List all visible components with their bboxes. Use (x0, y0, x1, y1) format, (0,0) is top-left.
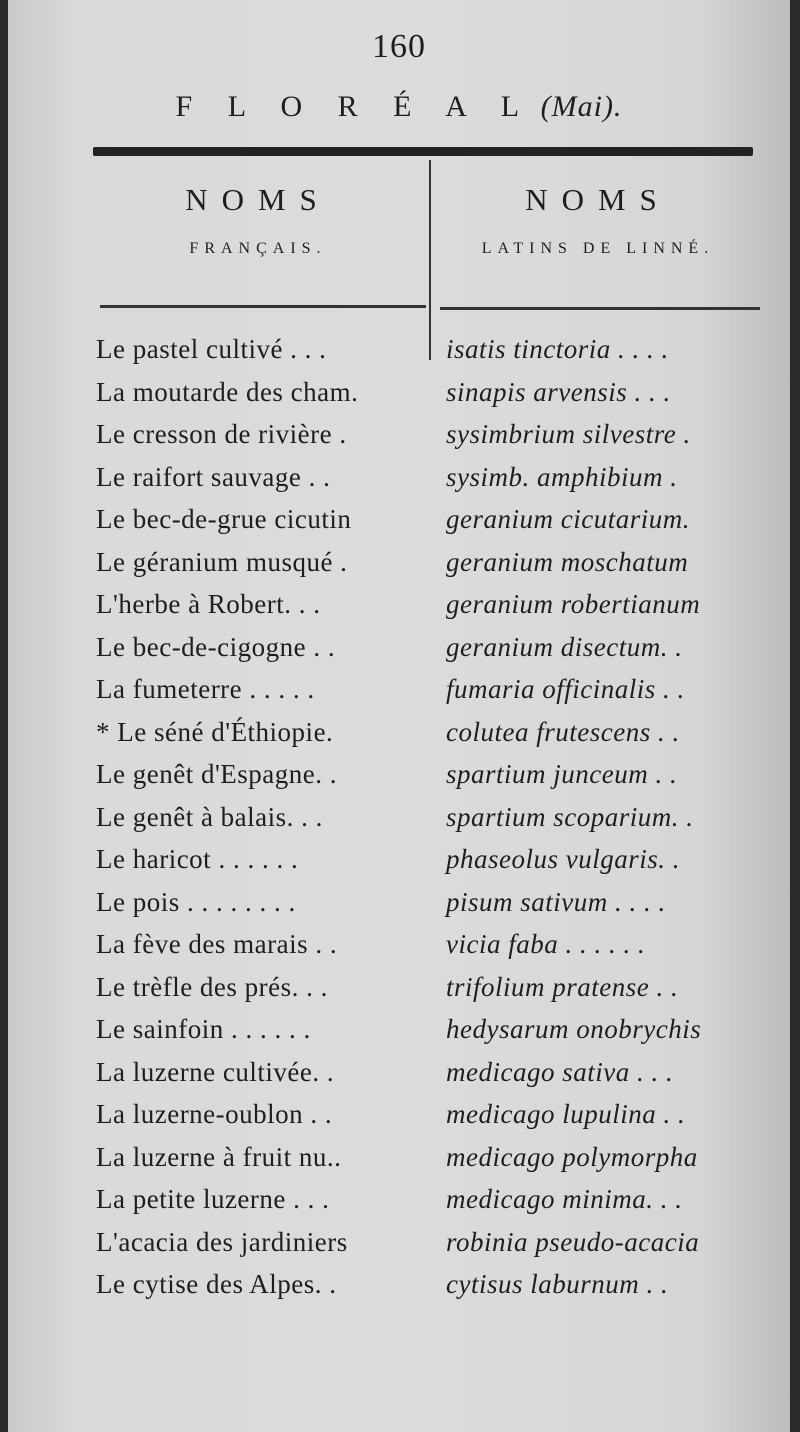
list-item (8, 1136, 790, 1179)
french-name: La moutarde des cham. (96, 376, 359, 407)
month-title (8, 90, 790, 124)
list-item (8, 413, 790, 456)
latin-header-main: NOMS (525, 182, 671, 217)
list-item (8, 626, 790, 669)
list-item (8, 923, 790, 966)
latin-header-sub: LATINS DE LINNÉ. (481, 240, 715, 257)
french-header-sub: FRANÇAIS. (189, 240, 327, 257)
french-name: Le géranium musqué . (96, 546, 348, 577)
book-page (8, 0, 790, 1432)
list-item (8, 966, 790, 1009)
list-item (8, 328, 790, 371)
latin-name: medicago sativa . . . (446, 1056, 674, 1087)
latin-name: medicago polymorpha (446, 1141, 698, 1172)
month-name: F L O R É A L (175, 90, 534, 123)
french-name: La luzerne-oublon . . (96, 1099, 333, 1129)
french-name: La fève des marais . . (96, 929, 338, 959)
list-item (8, 541, 790, 584)
page-number: 160 (372, 28, 426, 65)
french-name: La petite luzerne . . . (96, 1184, 330, 1214)
list-item (8, 796, 790, 839)
latin-name: spartium junceum . . (446, 759, 678, 789)
plant-list (8, 328, 790, 1306)
right-header-rule (440, 307, 760, 310)
list-item (8, 838, 790, 881)
french-name: Le genêt à balais. . . (96, 801, 323, 832)
list-item (8, 711, 790, 754)
french-name: Le cresson de rivière . (96, 419, 347, 449)
french-name: * Le séné d'Éthiopie. (96, 716, 334, 747)
french-header-main: NOMS (185, 182, 331, 217)
french-name: La luzerne à fruit nu.. (96, 1141, 342, 1172)
french-name: Le trèfle des prés. . . (96, 971, 328, 1002)
latin-name: colutea frutescens . . (446, 716, 680, 747)
french-name: Le bec-de-cigogne . . (96, 631, 336, 662)
french-name: Le bec-de-grue cicutin (96, 504, 352, 534)
french-name: L'acacia des jardiniers (96, 1226, 348, 1257)
list-item (8, 753, 790, 796)
latin-name: fumaria officinalis . . (446, 674, 685, 704)
list-item (8, 1263, 790, 1306)
list-item (8, 498, 790, 541)
list-item (8, 1051, 790, 1094)
latin-names-header (433, 182, 763, 258)
french-name: Le pois . . . . . . . . (96, 886, 296, 917)
french-name: L'herbe à Robert. . . (96, 589, 321, 619)
latin-name: phaseolus vulgaris. . (446, 844, 681, 874)
latin-name: pisum sativum . . . . (446, 886, 666, 917)
french-name: Le haricot . . . . . . (96, 844, 299, 874)
latin-name: vicia faba . . . . . . (446, 929, 646, 959)
list-item (8, 1008, 790, 1051)
list-item (8, 1093, 790, 1136)
french-name: La luzerne cultivée. . (96, 1056, 335, 1087)
french-name: La fumeterre . . . . . (96, 674, 315, 704)
latin-name: geranium cicutarium. (446, 504, 690, 534)
latin-name: spartium scoparium. . (446, 801, 694, 832)
list-item (8, 881, 790, 924)
list-item (8, 668, 790, 711)
french-name: Le genêt d'Espagne. . (96, 759, 338, 789)
latin-name: robinia pseudo-acacia (446, 1226, 700, 1257)
list-item (8, 1221, 790, 1264)
french-names-header (93, 182, 423, 258)
french-name: Le sainfoin . . . . . . (96, 1014, 311, 1044)
latin-name: hedysarum onobrychis (446, 1014, 702, 1044)
latin-name: isatis tinctoria . . . . (446, 334, 669, 364)
list-item (8, 371, 790, 414)
header-rule (93, 147, 753, 156)
latin-name: trifolium pratense . . (446, 971, 679, 1002)
latin-name: geranium robertianum (446, 589, 701, 619)
latin-name: sysimb. amphibium . (446, 461, 678, 492)
latin-name: cytisus laburnum . . (446, 1269, 669, 1299)
latin-name: sysimbrium silvestre . (446, 419, 691, 449)
latin-name: geranium moschatum (446, 546, 689, 577)
latin-name: medicago lupulina . . (446, 1099, 686, 1129)
latin-name: sinapis arvensis . . . (446, 376, 671, 407)
latin-name: geranium disectum. . (446, 631, 683, 662)
latin-name: medicago minima. . . (446, 1184, 683, 1214)
list-item (8, 1178, 790, 1221)
list-item (8, 456, 790, 499)
left-header-rule (100, 305, 426, 308)
list-item (8, 583, 790, 626)
french-name: Le pastel cultivé . . . (96, 334, 327, 364)
french-name: Le cytise des Alpes. . (96, 1269, 337, 1299)
month-translation: (Mai). (540, 90, 623, 123)
french-name: Le raifort sauvage . . (96, 461, 331, 492)
